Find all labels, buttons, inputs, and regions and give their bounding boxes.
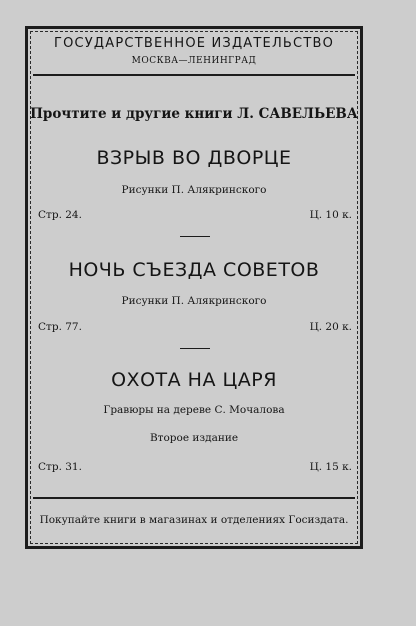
footer-rule <box>33 497 355 499</box>
book-pages: Стр. 31. <box>38 461 82 473</box>
publisher-name: ГОСУДАРСТВЕННОЕ ИЗДАТЕЛЬСТВО <box>53 36 335 51</box>
book-credit: Рисунки П. Алякринского <box>121 184 267 196</box>
header-rule <box>33 74 355 76</box>
book-pages: Стр. 24. <box>38 209 82 221</box>
book-credit: Рисунки П. Алякринского <box>121 295 267 307</box>
book-pages: Стр. 77. <box>38 321 82 333</box>
book-credit: Гравюры на дереве С. Мочалова <box>103 404 285 416</box>
book-price: Ц. 15 к. <box>309 461 352 473</box>
heading: Прочтите и другие книги Л. САВЕЛЬЕВА <box>30 106 358 122</box>
publisher-location: МОСКВА—ЛЕНИНГРАД <box>131 56 257 66</box>
book-price: Ц. 10 к. <box>309 209 352 221</box>
book-divider <box>180 348 210 349</box>
book-price: Ц. 20 к. <box>309 321 352 333</box>
book-title: НОЧЬ СЪЕЗДА СОВЕТОВ <box>68 259 320 281</box>
book-edition: Второе издание <box>149 432 239 444</box>
book-title: ОХОТА НА ЦАРЯ <box>111 369 277 391</box>
footer-note: Покупайте книги в магазинах и отделениях Госиздата. <box>39 514 349 526</box>
book-title: ВЗРЫВ ВО ДВОРЦЕ <box>96 147 292 169</box>
book-divider <box>180 236 210 237</box>
